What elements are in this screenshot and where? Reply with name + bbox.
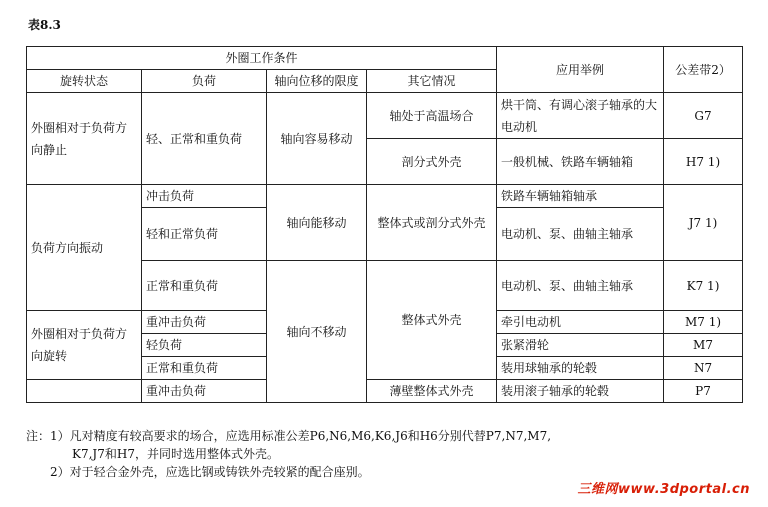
tolerance-cell: M7 <box>664 334 743 357</box>
other-cell: 整体式外壳 <box>367 261 497 380</box>
note-1-continued: K7,J7和H7，并同时选用整体式外壳。 <box>72 447 279 461</box>
note-2: 2）对于轻合金外壳，应选比钢或铸铁外壳较紧的配合座别。 <box>50 465 370 479</box>
other-cell: 轴处于高温场合 <box>367 93 497 139</box>
tolerance-cell: K7 1) <box>664 261 743 311</box>
header-row-1 <box>27 47 743 70</box>
load-cell: 轻、正常和重负荷 <box>142 93 267 185</box>
footnotes <box>26 427 746 481</box>
rotation-cell: 外圈相对于负荷方向旋转 <box>27 311 142 380</box>
axial-cell: 轴向容易移动 <box>267 93 367 185</box>
example-cell: 铁路车辆轴箱轴承 <box>497 185 664 208</box>
table-caption: 表8.3 <box>28 18 61 32</box>
tolerance-cell: H7 1) <box>664 139 743 185</box>
other-cell: 薄壁整体式外壳 <box>367 380 497 403</box>
rotation-cell: 负荷方向振动 <box>27 185 142 311</box>
load-cell: 正常和重负荷 <box>142 357 267 380</box>
header-load: 负荷 <box>142 70 267 93</box>
example-cell: 烘干筒、有调心滚子轴承的大电动机 <box>497 93 664 139</box>
load-cell: 正常和重负荷 <box>142 261 267 311</box>
tolerance-cell: M7 1) <box>664 311 743 334</box>
header-axial: 轴向位移的限度 <box>267 70 367 93</box>
load-cell: 轻负荷 <box>142 334 267 357</box>
watermark: 三维网www.3dportal.cn <box>577 482 750 497</box>
note-1: 注：1）凡对精度有较高要求的场合，应选用标准公差P6,N6,M6,K6,J6和H6分别代替P7,N7,M7, <box>26 429 552 443</box>
header-example: 应用举例 <box>497 47 664 93</box>
header-rotation: 旋转状态 <box>27 70 142 93</box>
load-cell: 轻和正常负荷 <box>142 208 267 261</box>
tolerance-cell: N7 <box>664 357 743 380</box>
tolerance-cell: J7 1) <box>664 185 743 261</box>
example-cell: 一般机械、铁路车辆轴箱 <box>497 139 664 185</box>
table-row <box>27 185 743 208</box>
header-outer-conditions: 外圈工作条件 <box>27 47 497 70</box>
axial-cell: 轴向能移动 <box>267 185 367 261</box>
other-cell: 整体式或剖分式外壳 <box>367 185 497 261</box>
header-other: 其它情况 <box>367 70 497 93</box>
table-row <box>27 93 743 139</box>
example-cell: 电动机、泵、曲轴主轴承 <box>497 208 664 261</box>
tolerance-cell: P7 <box>664 380 743 403</box>
load-cell: 重冲击负荷 <box>142 311 267 334</box>
example-cell: 装用球轴承的轮毂 <box>497 357 664 380</box>
other-cell: 剖分式外壳 <box>367 139 497 185</box>
header-tolerance: 公差带2） <box>664 47 743 93</box>
tolerance-table <box>26 46 743 403</box>
rotation-cell-empty <box>27 380 142 403</box>
load-cell: 冲击负荷 <box>142 185 267 208</box>
load-cell: 重冲击负荷 <box>142 380 267 403</box>
axial-cell: 轴向不移动 <box>267 261 367 403</box>
tolerance-cell: G7 <box>664 93 743 139</box>
example-cell: 张紧滑轮 <box>497 334 664 357</box>
table-row <box>27 380 743 403</box>
rotation-cell: 外圈相对于负荷方向静止 <box>27 93 142 185</box>
example-cell: 电动机、泵、曲轴主轴承 <box>497 261 664 311</box>
example-cell: 牵引电动机 <box>497 311 664 334</box>
example-cell: 装用滚子轴承的轮毂 <box>497 380 664 403</box>
